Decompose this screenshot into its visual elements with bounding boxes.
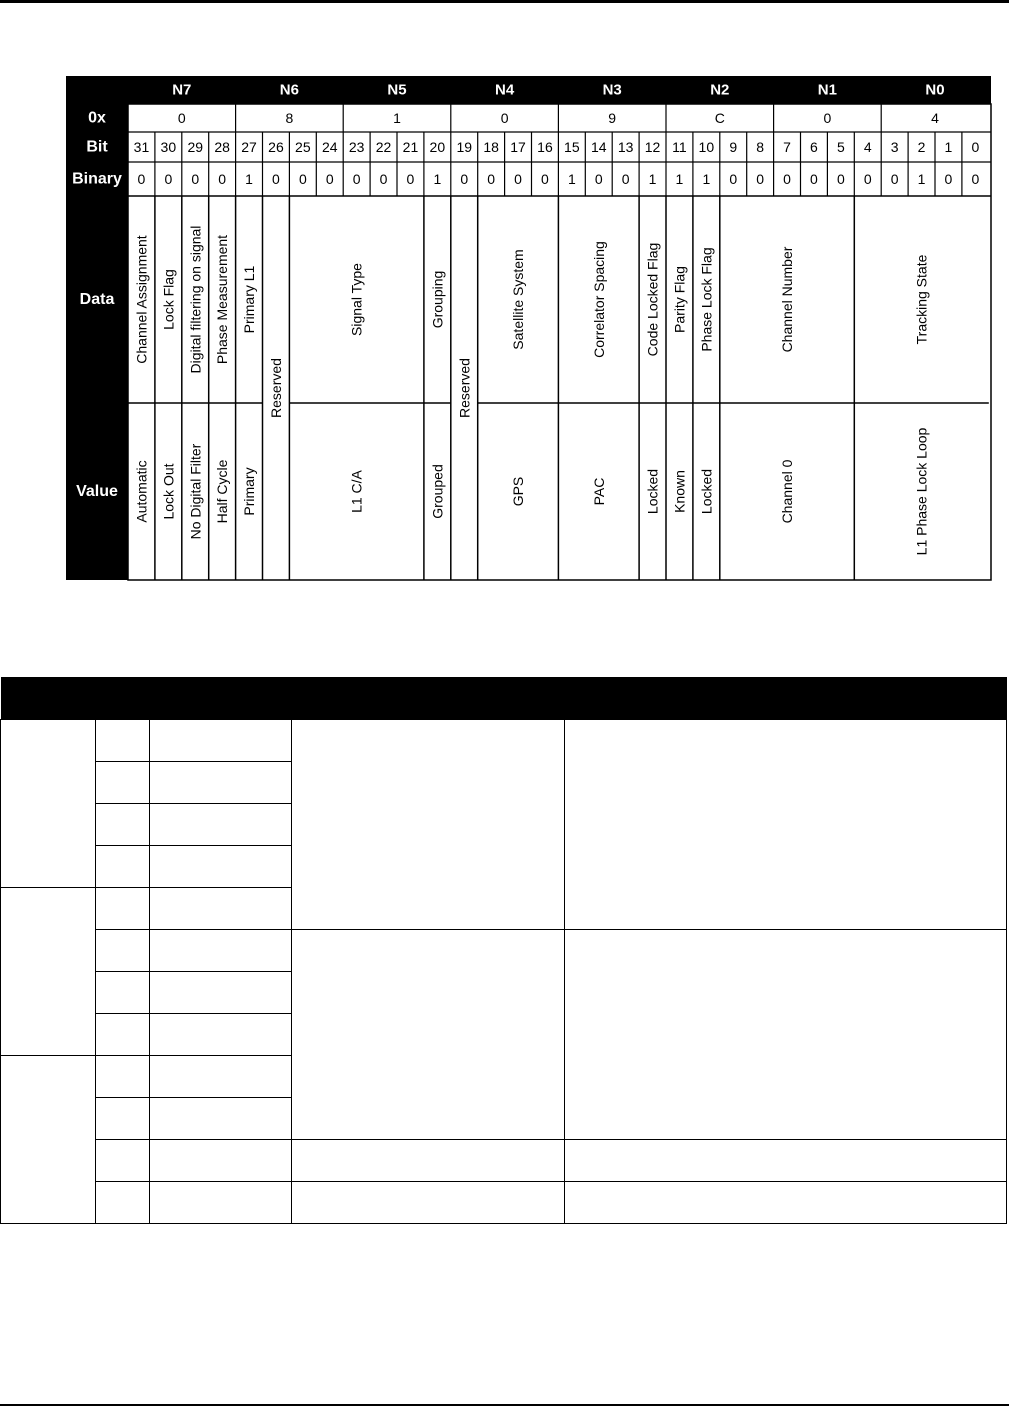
binary-digit: 0	[272, 171, 280, 187]
table-cell	[150, 720, 292, 762]
table-cell	[292, 930, 565, 1140]
bit-number: 1	[944, 139, 953, 155]
table-cell	[1, 720, 96, 888]
bit-number: 15	[564, 139, 580, 155]
bit-number: 10	[698, 139, 715, 155]
bit-number: 26	[268, 139, 284, 155]
field-value: No Digital Filter	[187, 443, 204, 540]
field-label: Phase Measurement	[214, 234, 231, 365]
field-label: Channel Number	[779, 246, 796, 353]
nibble-name: N0	[925, 81, 945, 99]
nibble-hex-value: 9	[608, 110, 617, 126]
binary-digit: 0	[944, 171, 953, 187]
field-value: Locked	[644, 468, 661, 515]
binary-digit: 1	[245, 171, 253, 187]
bit-number: 6	[810, 139, 818, 155]
table-cell	[150, 762, 292, 804]
table-cell	[96, 1140, 150, 1182]
table-cell	[150, 1140, 292, 1182]
table-cell	[150, 972, 292, 1014]
channel-tracking-status-bit-diagram	[0, 0, 1009, 640]
nibble-hex-value: 0	[823, 110, 832, 126]
table-cell	[150, 1098, 292, 1140]
table-header-cell	[150, 677, 292, 720]
table-cell	[1, 888, 96, 1056]
field-label: Grouping	[429, 270, 446, 329]
table-cell	[96, 1098, 150, 1140]
binary-digit: 0	[729, 171, 738, 187]
bit-number: 3	[890, 139, 899, 155]
table-header-cell	[565, 677, 1007, 720]
table-cell	[150, 930, 292, 972]
table-cell	[150, 888, 292, 930]
bit-number: 13	[617, 139, 634, 155]
binary-digit: 0	[218, 171, 227, 187]
bit-number: 20	[429, 139, 446, 155]
table-cell	[1, 1056, 96, 1224]
field-value: Automatic	[133, 460, 150, 523]
table-cell	[96, 930, 150, 972]
field-value: Locked	[698, 468, 715, 515]
bottom-rule	[0, 1404, 1009, 1406]
binary-digit: 0	[756, 171, 765, 187]
grid-outline	[128, 104, 991, 580]
table-cell	[292, 1140, 565, 1182]
nibble-hex-value: 1	[393, 110, 401, 126]
binary-digit: 0	[783, 171, 791, 187]
bit-number: 29	[187, 139, 204, 155]
field-value: Known	[671, 470, 688, 513]
bit-number: 27	[241, 139, 257, 155]
nibble-hex-value: C	[714, 110, 725, 126]
bit-number: 21	[402, 139, 419, 155]
bit-number: 16	[537, 139, 553, 155]
table-cell	[96, 1056, 150, 1098]
row-header-hex: 0x	[88, 109, 106, 127]
row-header-value: Value	[76, 483, 118, 500]
nibble-hex-value: 4	[931, 110, 939, 126]
binary-digit: 0	[863, 171, 872, 187]
nibble-hex-value: 0	[177, 110, 186, 126]
table-cell	[150, 804, 292, 846]
binary-digit: 0	[298, 171, 307, 187]
table-row	[1, 720, 1007, 762]
nibble-hex-value: 0	[500, 110, 509, 126]
table-cell	[150, 846, 292, 888]
binary-digit: 1	[917, 171, 926, 187]
empty-reference-table	[0, 677, 1007, 1224]
nibble-name: N7	[172, 81, 192, 99]
bit-number: 9	[729, 139, 738, 155]
binary-digit: 0	[594, 171, 603, 187]
table-cell	[96, 846, 150, 888]
field-value: Primary	[241, 467, 258, 516]
bit-number: 14	[590, 139, 607, 155]
field-value: L1 Phase Lock Loop	[913, 427, 930, 556]
field-label: Tracking State	[913, 254, 930, 345]
table-cell	[96, 1182, 150, 1224]
field-value: Grouped	[429, 464, 446, 519]
field-value: L1 C/A	[348, 470, 365, 513]
table-cell	[565, 1182, 1007, 1224]
table-cell	[292, 720, 565, 930]
table-header-cell	[96, 677, 150, 720]
table-cell	[96, 1014, 150, 1056]
table-cell	[150, 1056, 292, 1098]
field-value: Lock Out	[160, 463, 177, 520]
table-row	[1, 1140, 1007, 1182]
field-label: Phase Lock Flag	[698, 247, 715, 352]
table-cell	[150, 1182, 292, 1224]
table-cell	[565, 930, 1007, 1140]
field-label: Satellite System	[510, 249, 527, 350]
field-value: Half Cycle	[214, 459, 231, 524]
bit-number: 25	[295, 139, 311, 155]
binary-digit: 0	[191, 171, 200, 187]
binary-digit: 0	[890, 171, 899, 187]
binary-digit: 0	[810, 171, 818, 187]
bit-number: 31	[133, 139, 150, 155]
bit-number: 4	[863, 139, 872, 155]
bit-number: 18	[483, 139, 499, 155]
bit-number: 5	[836, 139, 845, 155]
binary-digit: 0	[164, 171, 173, 187]
field-value: GPS	[510, 476, 527, 507]
row-header-bit: Bit	[86, 138, 108, 156]
table-cell	[96, 972, 150, 1014]
field-label: Primary L1	[241, 265, 258, 334]
bit-number: 24	[321, 139, 338, 155]
table-cell	[292, 1182, 565, 1224]
bit-number: 30	[160, 139, 177, 155]
field-label: Channel Assignment	[133, 235, 150, 364]
table-cell	[150, 1014, 292, 1056]
bit-number: 7	[783, 139, 791, 155]
binary-digit: 0	[487, 171, 496, 187]
bit-number: 28	[214, 139, 230, 155]
table-cell	[565, 1140, 1007, 1182]
bit-number: 17	[510, 139, 526, 155]
table-cell	[96, 720, 150, 762]
table-cell	[96, 762, 150, 804]
table-header-cell	[292, 677, 565, 720]
binary-digit: 1	[702, 171, 711, 187]
binary-digit: 0	[514, 171, 522, 187]
binary-digit: 0	[352, 171, 361, 187]
bit-number: 19	[456, 139, 473, 155]
table-header-row	[1, 677, 1007, 720]
table-cell	[565, 720, 1007, 930]
field-label-reserved: Reserved	[267, 358, 284, 418]
row-header-binary: Binary	[72, 170, 122, 188]
bit-number: 2	[917, 139, 926, 155]
bit-number: 8	[756, 139, 765, 155]
binary-digit: 0	[971, 171, 980, 187]
nibble-name: N5	[387, 81, 407, 99]
binary-digit: 1	[567, 171, 576, 187]
table-cell	[96, 804, 150, 846]
binary-digit: 0	[460, 171, 469, 187]
bit-number: 12	[644, 139, 661, 155]
row-header-data: Data	[79, 291, 115, 308]
nibble-name: N3	[602, 81, 622, 99]
field-label: Code Locked Flag	[644, 242, 661, 357]
field-label: Signal Type	[348, 263, 365, 336]
nibble-hex-value: 8	[285, 110, 294, 126]
table-row	[1, 1182, 1007, 1224]
bit-number: 0	[971, 139, 980, 155]
field-value: PAC	[590, 477, 607, 506]
field-label-reserved: Reserved	[456, 358, 473, 418]
binary-digit: 0	[406, 171, 415, 187]
binary-digit: 0	[836, 171, 845, 187]
binary-digit: 0	[621, 171, 630, 187]
binary-digit: 1	[433, 171, 442, 187]
nibble-name: N2	[710, 81, 730, 99]
table-cell	[96, 888, 150, 930]
bit-number: 22	[375, 139, 392, 155]
binary-digit: 0	[379, 171, 388, 187]
field-label: Lock Flag	[160, 269, 177, 330]
binary-digit: 0	[137, 171, 146, 187]
field-label: Digital filtering on signal	[187, 225, 204, 374]
nibble-name-band	[66, 76, 991, 104]
binary-digit: 0	[325, 171, 334, 187]
field-value: Channel 0	[779, 459, 796, 524]
nibble-name: N6	[279, 81, 299, 99]
nibble-name: N4	[495, 81, 515, 99]
field-label: Correlator Spacing	[590, 241, 607, 358]
binary-digit: 0	[541, 171, 549, 187]
bit-number: 23	[348, 139, 365, 155]
nibble-name: N1	[817, 81, 837, 99]
table-row	[1, 930, 1007, 972]
table-header-cell	[1, 677, 96, 720]
binary-digit: 1	[675, 171, 684, 187]
binary-digit: 1	[648, 171, 657, 187]
field-label: Parity Flag	[671, 266, 688, 333]
bit-number: 11	[672, 139, 687, 155]
